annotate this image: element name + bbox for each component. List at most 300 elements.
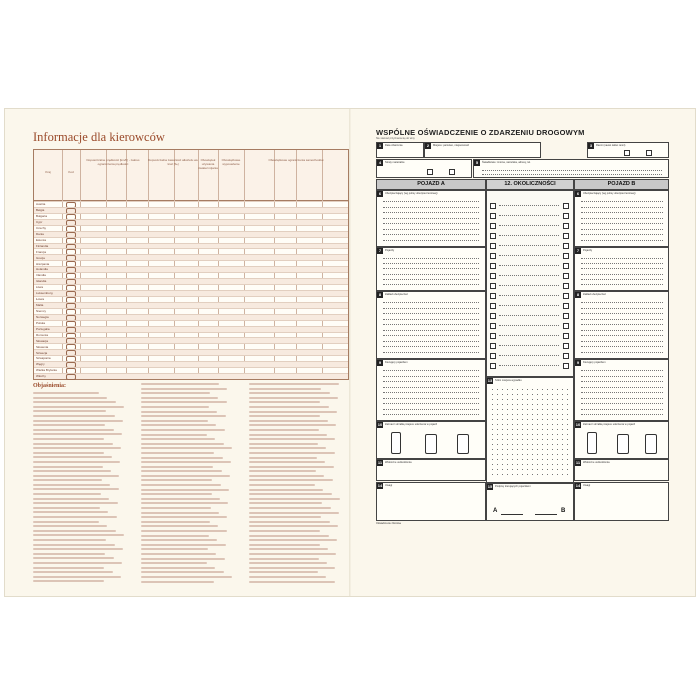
circumstance-a-checkbox[interactable] (490, 273, 496, 279)
note-text-line (33, 580, 104, 582)
table-row-country: Niemcy (36, 309, 47, 313)
circumstance-a-checkbox[interactable] (490, 363, 496, 369)
table-row-country: Włochy (36, 374, 46, 379)
write-in-line[interactable] (383, 258, 479, 259)
write-in-line[interactable] (581, 308, 663, 309)
write-in-line[interactable] (581, 279, 663, 280)
circumstance-b-checkbox[interactable] (563, 283, 569, 289)
table-row-country: Irlandia (36, 273, 46, 278)
circumstance-text-line (499, 315, 559, 316)
table-row-country: Łotwa (36, 297, 45, 302)
write-in-line[interactable] (581, 218, 663, 219)
circumstance-b-checkbox[interactable] (563, 263, 569, 269)
car-top-view-b[interactable] (587, 432, 597, 454)
circumstance-b-checkbox[interactable] (563, 363, 569, 369)
box-injured: 3 Ranni (nawet lekko ranni) (587, 142, 669, 158)
sketch-label: Szkic miejsca wypadku (495, 379, 522, 382)
table-row-country: Cypr (36, 220, 43, 224)
table-row-divider (34, 266, 348, 267)
note-text-line (33, 548, 123, 550)
note-text-line (141, 424, 216, 426)
note-text-line (33, 511, 108, 513)
note-text-line (141, 383, 219, 385)
table-row-divider (34, 219, 348, 220)
write-in-line[interactable] (383, 346, 479, 347)
circumstance-a-checkbox[interactable] (490, 243, 496, 249)
circumstance-b-checkbox[interactable] (563, 233, 569, 239)
write-in-line[interactable] (383, 398, 479, 399)
note-text-line (33, 452, 104, 454)
table-row-divider (34, 272, 348, 273)
vehicle-a-label: Pojazdy (385, 249, 395, 252)
write-in-line[interactable] (383, 341, 479, 342)
insurer-b-label: Zakład ubezpieczeń (583, 293, 607, 296)
note-text-line (141, 512, 219, 514)
table-row-country: Luksemburg (36, 291, 53, 296)
table-column-divider (322, 150, 323, 379)
table-row-country: Austria (36, 202, 46, 207)
note-text-line (141, 415, 226, 417)
note-text-line (249, 388, 321, 390)
write-in-line[interactable] (581, 403, 663, 404)
note-text-line (141, 507, 211, 509)
write-in-line[interactable] (581, 284, 663, 285)
note-text-line (141, 521, 210, 523)
write-in-line[interactable] (581, 212, 663, 213)
note-text-line (249, 452, 335, 454)
circumstance-b-checkbox[interactable] (563, 323, 569, 329)
note-text-line (141, 548, 208, 550)
country-code-badge (66, 374, 76, 380)
write-in-line[interactable] (383, 223, 479, 224)
circumstance-a-checkbox[interactable] (490, 293, 496, 299)
table-header-label: Obowiązek używania świateł mijania (198, 158, 218, 170)
right-page (351, 109, 695, 596)
note-text-line (33, 456, 112, 458)
circumstance-text-line (499, 335, 559, 336)
note-text-line (249, 447, 326, 449)
table-row-country: Litwa (36, 285, 44, 290)
circumstance-b-checkbox[interactable] (563, 223, 569, 229)
vehicle-a-header: POJAZD A (376, 179, 486, 190)
write-in-line[interactable] (383, 240, 479, 241)
car-side-view-b[interactable] (617, 434, 629, 454)
write-in-line[interactable] (383, 370, 479, 371)
note-text-line (33, 530, 116, 532)
write-in-line[interactable] (383, 335, 479, 336)
table-header-label: Dopuszczalne prędkości [km/h] - zakres ograniczenia prędkości (86, 158, 140, 166)
note-text-line (141, 466, 213, 468)
note-text-line (249, 443, 318, 445)
note-text-line (141, 434, 207, 436)
table-column-divider (126, 150, 127, 379)
table-row-divider (34, 361, 348, 362)
note-text-line (141, 571, 224, 573)
table-row-country: Bułgaria (36, 214, 48, 219)
info-title: Informacje dla kierowców (33, 130, 165, 144)
table-row-country: Portugalia (36, 326, 50, 331)
note-text-line (249, 571, 318, 573)
note-text-line (33, 534, 124, 536)
table-row-divider (34, 201, 348, 202)
circumstances-header: 12. OKOLICZNOŚCI (486, 179, 574, 190)
table-row-divider (34, 213, 348, 214)
table-column-divider (148, 150, 149, 379)
note-text-line (249, 424, 336, 426)
write-in-line[interactable] (581, 223, 663, 224)
write-in-line[interactable] (383, 268, 479, 269)
write-in-line[interactable] (581, 313, 663, 314)
circumstance-text-line (499, 285, 559, 286)
note-text-line (249, 457, 317, 459)
note-text-line (249, 411, 337, 413)
circumstance-a-checkbox[interactable] (490, 263, 496, 269)
circumstance-text-line (499, 295, 559, 296)
write-in-line[interactable] (581, 263, 663, 264)
circumstance-a-checkbox[interactable] (490, 333, 496, 339)
box-vehicle-a: 7 Pojazdy (376, 247, 486, 291)
note-text-line (33, 484, 110, 486)
table-row-divider (34, 302, 348, 303)
note-text-line (33, 447, 121, 449)
note-text-line (141, 438, 215, 440)
note-text-line (141, 461, 231, 463)
note-text-line (33, 461, 120, 463)
table-row-divider (34, 225, 348, 226)
note-text-line (249, 548, 328, 550)
note-text-line (141, 525, 218, 527)
policyholder-b-label: Ubezpieczający (wg polisy ubezpieczeniowej) (583, 192, 636, 195)
circumstance-text-line (499, 305, 559, 306)
table-row-country: Szwajcaria (36, 356, 51, 361)
circumstance-a-checkbox[interactable] (490, 283, 496, 289)
circumstance-a-checkbox[interactable] (490, 213, 496, 219)
circumstance-text-line (499, 345, 559, 346)
vehicle-b-header: POJAZD B (574, 179, 669, 190)
table-row-divider (34, 260, 348, 261)
write-in-line[interactable] (581, 414, 663, 415)
note-text-line (33, 470, 111, 472)
write-in-line[interactable] (581, 335, 663, 336)
write-in-line[interactable] (581, 392, 663, 393)
table-row-country: Rumunia (36, 332, 49, 337)
write-in-line[interactable] (383, 302, 479, 303)
note-text-line (33, 475, 119, 477)
write-in-line[interactable] (383, 387, 479, 388)
write-in-line[interactable] (581, 234, 663, 235)
sketch-grid[interactable] (490, 387, 570, 479)
note-text-line (33, 410, 106, 412)
table-row-divider (34, 254, 348, 255)
box-damage: 4 Straty materialne (376, 159, 472, 178)
circumstance-a-checkbox[interactable] (490, 323, 496, 329)
write-in-line[interactable] (383, 263, 479, 264)
circumstance-b-checkbox[interactable] (563, 333, 569, 339)
write-in-line[interactable] (383, 414, 479, 415)
box-damage-label: Straty materialne (385, 161, 405, 164)
write-in-line[interactable] (383, 234, 479, 235)
note-text-line (33, 479, 102, 481)
injured-yes-checkbox[interactable] (646, 150, 652, 156)
note-text-line (141, 489, 229, 491)
write-in-line[interactable] (383, 409, 479, 410)
note-text-line (249, 525, 338, 527)
write-in-line[interactable] (383, 229, 479, 230)
note-text-line (141, 562, 207, 564)
box-driver-b: 9 Kierujący pojazdem (574, 359, 669, 421)
table-header-label: Obowiązkowe wyposażenie (221, 158, 241, 166)
note-text-line (249, 392, 330, 394)
table-column-divider (80, 150, 81, 379)
table-row-country: Dania (36, 231, 44, 236)
write-in-line[interactable] (581, 370, 663, 371)
note-text-line (33, 466, 103, 468)
write-in-line[interactable] (581, 274, 663, 275)
note-text-line (33, 539, 106, 541)
circumstance-a-checkbox[interactable] (490, 233, 496, 239)
write-in-line[interactable] (581, 381, 663, 382)
note-text-line (141, 397, 218, 399)
note-text-line (33, 521, 99, 523)
note-text-line (33, 397, 107, 399)
circumstance-text-line (499, 265, 559, 266)
damage-no-checkbox[interactable] (427, 169, 433, 175)
table-row-divider (34, 314, 348, 315)
table-row-divider (34, 332, 348, 333)
circumstance-b-checkbox[interactable] (563, 213, 569, 219)
signature-a-letter: A (493, 508, 498, 514)
write-in-line[interactable] (581, 346, 663, 347)
write-in-line[interactable] (383, 376, 479, 377)
box-vehicle-b: 7 Pojazdy (574, 247, 669, 291)
write-in-line[interactable] (581, 302, 663, 303)
table-row-divider (34, 290, 348, 291)
circumstance-a-checkbox[interactable] (490, 353, 496, 359)
note-text-line (249, 466, 334, 468)
write-in-line[interactable] (383, 319, 479, 320)
circumstance-a-checkbox[interactable] (490, 313, 496, 319)
box-injured-label: Ranni (nawet lekko ranni) (596, 144, 626, 147)
circumstance-text-line (499, 235, 559, 236)
note-text-line (33, 443, 113, 445)
table-row-divider (34, 320, 348, 321)
table-row-divider (34, 207, 348, 208)
note-text-line (249, 512, 339, 514)
circumstance-a-checkbox[interactable] (490, 223, 496, 229)
note-text-line (33, 567, 104, 569)
write-in-line[interactable] (383, 313, 479, 314)
box-place: 2 Miejsce: państwo, miejscowość (424, 142, 541, 158)
note-text-line (141, 479, 212, 481)
table-column-divider (296, 150, 297, 379)
write-in-line[interactable] (383, 212, 479, 213)
note-text-line (249, 535, 329, 537)
note-text-line (141, 447, 232, 449)
note-text-line (33, 493, 101, 495)
car-top-view-a[interactable] (391, 432, 401, 454)
car-rear-view-a[interactable] (457, 434, 469, 454)
table-row-divider (34, 248, 348, 249)
write-in-line[interactable] (581, 258, 663, 259)
note-text-line (249, 507, 331, 509)
note-text-line (249, 406, 329, 408)
write-in-line[interactable] (383, 324, 479, 325)
note-text-line (249, 567, 335, 569)
signatures-label: Podpisy kierujących pojazdami (495, 485, 531, 488)
circumstance-a-checkbox[interactable] (490, 303, 496, 309)
write-in-line[interactable] (581, 330, 663, 331)
document-spread (5, 109, 695, 596)
write-in-line[interactable] (581, 268, 663, 269)
write-in-line[interactable] (581, 387, 663, 388)
note-text-line (141, 388, 227, 390)
table-row-divider (34, 231, 348, 232)
table-row-country: Szwecja (36, 350, 48, 355)
table-header-label: Obowiązkowe ograniczenia samochodów (268, 158, 324, 162)
write-in-line[interactable] (383, 279, 479, 280)
circumstance-a-checkbox[interactable] (490, 203, 496, 209)
write-in-line[interactable] (383, 274, 479, 275)
box-insurer-b: 8 Zakład ubezpieczeń (574, 291, 669, 359)
write-in-line[interactable] (581, 324, 663, 325)
note-text-line (33, 502, 118, 504)
note-text-line (33, 420, 123, 422)
note-text-line (141, 498, 220, 500)
table-row-country: Słowacja (36, 338, 49, 343)
write-in-line[interactable] (581, 341, 663, 342)
write-in-line[interactable] (383, 218, 479, 219)
note-text-line (141, 484, 221, 486)
note-text-line (141, 470, 222, 472)
note-text-line (249, 539, 337, 541)
visible-damage-b-label: Widoczne uszkodzenia (583, 461, 610, 464)
note-text-line (33, 516, 117, 518)
note-text-line (141, 553, 216, 555)
note-text-line (141, 516, 227, 518)
table-column-divider (198, 150, 199, 379)
circumstance-b-checkbox[interactable] (563, 253, 569, 259)
note-text-line (33, 401, 116, 403)
write-in-line[interactable] (383, 201, 479, 202)
table-column-divider (218, 150, 219, 379)
note-text-line (33, 488, 119, 490)
write-in-line[interactable] (383, 284, 479, 285)
circumstance-b-checkbox[interactable] (563, 273, 569, 279)
table-row-country: Finlandia (36, 243, 49, 248)
write-in-line[interactable] (383, 330, 479, 331)
impact-a-label: Zaznacz strzałką miejsce uderzenia w pojazd (385, 423, 438, 426)
note-text-line (141, 411, 217, 413)
circumstance-b-checkbox[interactable] (563, 353, 569, 359)
box-date: 1 Data zdarzenia (376, 142, 424, 158)
note-text-line (249, 562, 327, 564)
write-in-line[interactable] (581, 319, 663, 320)
note-text-line (141, 493, 212, 495)
note-text-line (249, 479, 333, 481)
note-text-line (33, 507, 100, 509)
note-text-line (33, 415, 115, 417)
note-text-line (249, 429, 319, 431)
remarks-b-label: Uwagi (583, 484, 591, 487)
circumstance-text-line (499, 365, 559, 366)
car-rear-view-b[interactable] (645, 434, 657, 454)
table-row-country: Czechy (36, 225, 47, 230)
note-text-line (141, 558, 225, 560)
table-row-country: Wielka Brytania (36, 368, 57, 373)
note-text-line (249, 470, 316, 472)
circumstance-b-checkbox[interactable] (563, 343, 569, 349)
table-row-country: Islandia (36, 279, 47, 284)
note-text-line (141, 530, 227, 532)
note-text-line (33, 562, 122, 564)
circumstance-a-checkbox[interactable] (490, 343, 496, 349)
circumstance-b-checkbox[interactable] (563, 203, 569, 209)
note-text-line (141, 429, 225, 431)
write-in-line[interactable] (581, 409, 663, 410)
damage-yes-checkbox[interactable] (449, 169, 455, 175)
notes-column-3 (249, 383, 343, 593)
write-in-line[interactable] (383, 352, 479, 353)
box-insurer-a: 8 Zakład ubezpieczeń (376, 291, 486, 359)
table-column-divider (244, 150, 245, 379)
note-text-line (141, 539, 217, 541)
driver-b-label: Kierujący pojazdem (583, 361, 606, 364)
note-text-line (141, 420, 208, 422)
write-in-line[interactable] (581, 240, 663, 241)
table-column-divider (106, 150, 107, 379)
circumstance-a-checkbox[interactable] (490, 253, 496, 259)
table-row-country: Holandia (36, 267, 48, 272)
write-in-line[interactable] (581, 229, 663, 230)
box-witnesses-label: Świadkowie: imiona, nazwiska, adresy, tel. (482, 161, 531, 164)
table-row-country: Węgry (36, 362, 45, 367)
impact-b-label: Zaznacz strzałką miejsce uderzenia w pojazd (583, 423, 636, 426)
note-text-line (249, 383, 339, 385)
note-text-line (33, 576, 121, 578)
write-in-line[interactable] (383, 308, 479, 309)
remarks-a-label: Uwagi (385, 484, 393, 487)
table-row-divider (34, 349, 348, 350)
circumstance-b-checkbox[interactable] (563, 303, 569, 309)
table-header-label: Kraj (45, 170, 51, 174)
box-impact-b: 10 Zaznacz strzałką miejsce uderzenia w pojazd (574, 421, 669, 459)
write-in-line[interactable] (383, 381, 479, 382)
circumstance-b-checkbox[interactable] (563, 313, 569, 319)
write-in-line[interactable] (383, 207, 479, 208)
note-text-line (249, 544, 320, 546)
box-driver-a: 9 Kierujący pojazdem (376, 359, 486, 421)
write-in-line[interactable] (581, 207, 663, 208)
table-column-divider (174, 150, 175, 379)
table-row-divider (34, 296, 348, 297)
table-header-label: Kod (68, 170, 74, 174)
table-row-divider (34, 373, 348, 374)
circumstance-b-checkbox[interactable] (563, 293, 569, 299)
visible-damage-a-label: Widoczne uszkodzenia (385, 461, 412, 464)
notes-column-1 (33, 392, 127, 592)
write-in-line[interactable] (581, 398, 663, 399)
circumstance-b-checkbox[interactable] (563, 243, 569, 249)
write-in-line[interactable] (383, 403, 479, 404)
write-in-line[interactable] (581, 201, 663, 202)
write-in-line[interactable] (581, 352, 663, 353)
car-side-view-a[interactable] (425, 434, 437, 454)
write-in-line[interactable] (383, 392, 479, 393)
injured-no-checkbox[interactable] (624, 150, 630, 156)
write-in-line[interactable] (581, 376, 663, 377)
note-text-line (141, 475, 230, 477)
table-row-divider (34, 237, 348, 238)
